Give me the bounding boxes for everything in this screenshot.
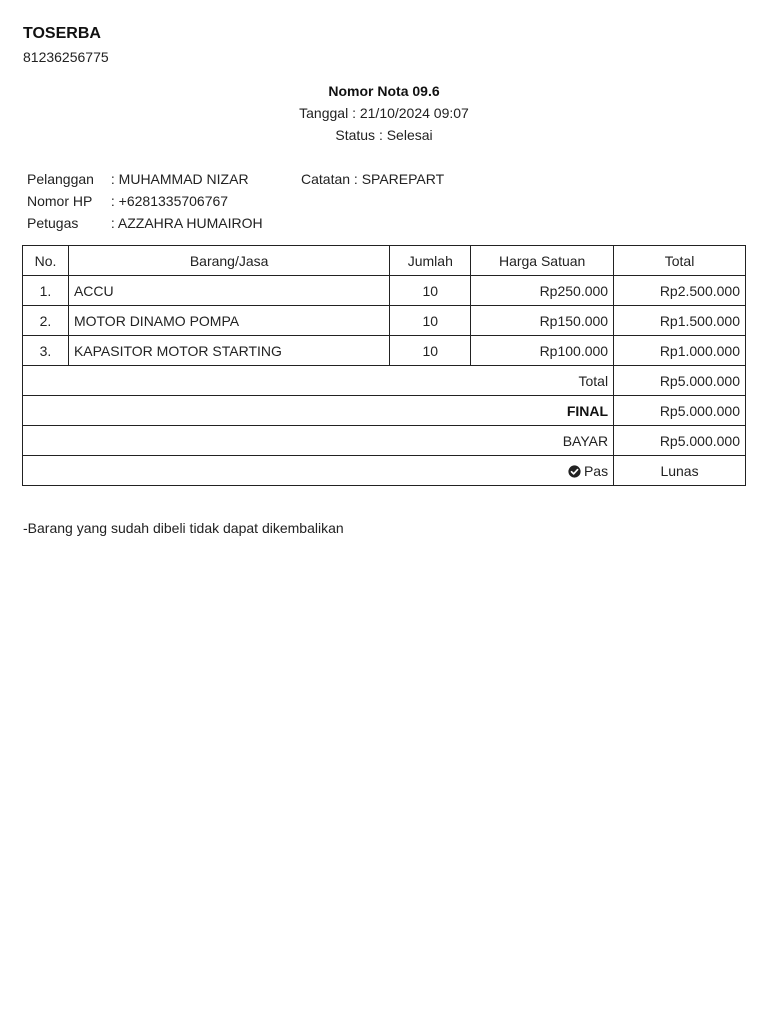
header-total: Total	[614, 246, 746, 276]
table-header-row	[23, 246, 746, 276]
row-qty: 10	[390, 336, 471, 366]
pelanggan-label: Pelanggan	[27, 171, 94, 187]
check-circle-icon	[568, 465, 581, 478]
petugas-label: Petugas	[27, 215, 79, 231]
items-table	[22, 245, 746, 486]
row-total: Rp2.500.000	[614, 276, 746, 306]
summary-final-label: FINAL	[23, 396, 614, 426]
invoice-number: Nomor Nota 09.6	[328, 83, 440, 99]
store-phone: 81236256775	[23, 49, 109, 65]
header-no: No.	[23, 246, 69, 276]
invoice-status: Status : Selesai	[335, 127, 433, 143]
summary-lunas-value: Lunas	[614, 456, 746, 486]
petugas-row	[27, 212, 263, 234]
customer-info	[27, 168, 263, 234]
summary-pas-cell	[23, 456, 614, 486]
hp-value: : +6281335706767	[110, 193, 229, 209]
summary-total-value: Rp5.000.000	[614, 366, 746, 396]
row-qty: 10	[390, 306, 471, 336]
row-no: 2.	[23, 306, 69, 336]
table-row	[23, 306, 746, 336]
catatan: Catatan : SPAREPART	[301, 171, 445, 187]
hp-label: Nomor HP	[27, 193, 93, 209]
header-qty: Jumlah	[390, 246, 471, 276]
row-no: 1.	[23, 276, 69, 306]
table-row	[23, 336, 746, 366]
summary-bayar-value: Rp5.000.000	[614, 426, 746, 456]
row-price: Rp100.000	[471, 336, 614, 366]
row-item: ACCU	[68, 276, 389, 306]
pelanggan-row	[27, 168, 263, 190]
row-price: Rp150.000	[471, 306, 614, 336]
summary-final-value: Rp5.000.000	[614, 396, 746, 426]
summary-total-label: Total	[23, 366, 614, 396]
summary-bayar-row	[23, 426, 746, 456]
store-name: TOSERBA	[23, 25, 101, 42]
hp-row	[27, 190, 263, 212]
invoice-header	[0, 80, 768, 146]
summary-bayar-label: BAYAR	[23, 426, 614, 456]
table-row	[23, 276, 746, 306]
summary-pas-label: Pas	[583, 462, 609, 479]
row-price: Rp250.000	[471, 276, 614, 306]
row-item: KAPASITOR MOTOR STARTING	[68, 336, 389, 366]
petugas-value: : AZZAHRA HUMAIROH	[110, 215, 263, 231]
row-no: 3.	[23, 336, 69, 366]
header-item: Barang/Jasa	[68, 246, 389, 276]
row-item: MOTOR DINAMO POMPA	[68, 306, 389, 336]
header-price: Harga Satuan	[471, 246, 614, 276]
row-total: Rp1.000.000	[614, 336, 746, 366]
invoice-date: Tanggal : 21/10/2024 09:07	[299, 105, 469, 121]
summary-pas-row	[23, 456, 746, 486]
summary-final-row	[23, 396, 746, 426]
summary-total-row	[23, 366, 746, 396]
row-qty: 10	[390, 276, 471, 306]
pelanggan-value: : MUHAMMAD NIZAR	[110, 171, 249, 187]
row-total: Rp1.500.000	[614, 306, 746, 336]
footer-note: -Barang yang sudah dibeli tidak dapat dikembalikan	[23, 520, 344, 536]
